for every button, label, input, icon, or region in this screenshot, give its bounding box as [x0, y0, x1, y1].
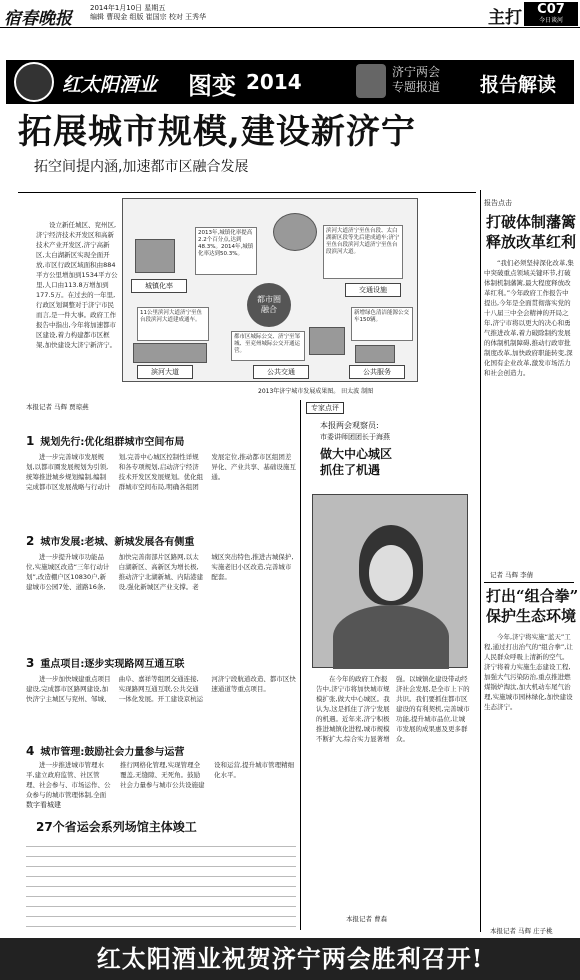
section-1-number: 1 [26, 434, 35, 448]
right-paragraph-2: 今年,济宁将实施“蓝天”工程,通过打出治气的“组合拳”,让人民群众呼吸上清新的空气。济宁将着力实施生态建设工程,加强大气污染防治,重点推进燃煤锅炉淘汰,加大机动车尾气治理,实施城市园林绿化,加快建设生态济宁。 [484, 633, 573, 711]
section-4-heading [26, 740, 296, 759]
dateline: 2014年1月10日 星期五 编辑 曹现金 组版 崔国宗 校对 王秀华 [90, 4, 207, 21]
section-3-title: 重点项目:逐步实现路网互通互联 [40, 659, 185, 670]
development-diagram [122, 198, 418, 382]
section-2-paragraph: 进一步提升城市功能品位,实施城区改造“三年行动计划”,改造棚户区10830户,新建城市公园7处、道路16条,加快完善南部片区路网,以太白湖新区、高新区为增长极,推动济宁北湖新城、内陆港建设,强化新城区产业支撑。老城区突出特色,推进古城保护,实施老旧小区改造,完善城市配套。 [26, 553, 294, 591]
topic-banner [6, 60, 574, 104]
intro-text [36, 220, 118, 382]
column-divider [300, 400, 301, 930]
newspaper-logo: 宿春晚报 [4, 9, 72, 29]
right-divider [484, 582, 574, 583]
note-transport: 滨河大道济宁至鱼台段、太白湖新区段等先后建成通车;济宁至鱼台段滨河大道济宁至鱼台段滨河大道。 [323, 225, 403, 279]
expert-intro-label: 本报两会观察员: [320, 421, 379, 430]
expert-text [316, 674, 470, 914]
right-column-divider [480, 190, 481, 932]
portrait-face [369, 545, 413, 601]
right-headline-2: 打出“组合拳” 保护生态环境 [486, 587, 579, 625]
emblem-icon [356, 64, 386, 98]
section-1-heading [26, 430, 296, 449]
expert-paragraph: 在今年的政府工作报告中,济宁市将加快城市规模扩张,做大中心城区。我认为,这是抓住了济宁发展的机遇。近年来,济宁积极推进城镇化进程,城市规模不断扩大,综合实力显著增强。以城镇化建设带动经济社会发展,是全市上下的共识。我们要抓住都市区建设的有利契机,完善城市功能,提升城市品位,让城市发展的成果惠及更多群众。 [316, 675, 470, 743]
page-subtitle: 今日谈河 [538, 17, 563, 24]
right-label: 报告点击 [484, 199, 512, 207]
node-transport: 交通设施 [345, 283, 401, 297]
interchange-icon [273, 213, 317, 251]
main-headline: 拓展城市规模,建设新济宁 [18, 112, 416, 152]
note-public-transit: 都市区城际公交、济宁至邹城、至兖州城际公交开通运营。 [231, 331, 305, 361]
portrait-body [333, 605, 449, 669]
expert-name: 市委讲师团团长于海燕 [320, 433, 390, 441]
diagram-center-label: 都市圈 融合 [257, 295, 281, 314]
section-2-text [26, 552, 296, 642]
footer-advertisement [0, 938, 580, 980]
note-public-service: 新增绿色清洁能源公交车150辆。 [351, 307, 413, 341]
right-paragraph-1: “我们必须坚持深化改革,集中突破重点领域关键环节,打破体制机制藩篱,最大程度释放改革红利。”今年政府工作报告中提出,今年是全面贯彻落实党的十八届三中全会精神的开局之年,济宁市将以更大的决心和勇气推进改革,着力破除制约发展的体制机制障碍,推动行政审批制度改革,加快政府职能转变,深化国有企业改革,激发市场活力和社会创造力。 [484, 259, 574, 377]
sub-article-title: 27个省运会系列场馆主体竣工 [36, 820, 197, 834]
expert-commentary [306, 402, 476, 922]
section-3-paragraph: 进一步加快城建重点项目建设,完成都市区路网建设,加快济宁主城区与兖州、邹城、曲阜、嘉祥等组团交通连接,实现路网互通互联,公共交通一体化发展。开工建设京杭运河济宁段航道改造、都市区快速通道等重点项目。 [26, 675, 296, 703]
banner-year: 2014 [246, 70, 302, 94]
diagram-caption: 2013年济宁城市发展成果图。 田太波 制图 [258, 388, 374, 395]
note-riverside: 11公里滨河大道济宁至鱼台段滨河大道建成通车。 [137, 307, 209, 341]
expert-headline: 做大中心城区 抓住了机遇 [320, 447, 393, 477]
river-road-icon [133, 343, 207, 363]
diagram-center [247, 283, 291, 327]
section-1-title: 规划先行:优化组群城市空间布局 [40, 437, 185, 448]
node-urbanization: 城镇化率 [131, 279, 187, 293]
section-4-number: 4 [26, 744, 35, 758]
building-icon [135, 239, 175, 273]
sub-article-label: 数字看城建 [26, 801, 61, 809]
section-1-paragraph: 进一步完善城市发展规划,以都市圈发展规划为引领,统筹推进城乡规划编制,编制完成都市区发展战略与行动计划,完善中心城区控制性详规和各专项规划,启动济宁经济技术开发区发展规划。优化组群城市空间布局,明确各组团发展定位,推动都市区组团差异化、产业共享、基础设施互通。 [26, 453, 296, 491]
page-number-box [524, 2, 578, 26]
main-subhead: 拓空间提内涵,加速都市区融合发展 [34, 159, 249, 175]
right-text-2 [484, 632, 574, 924]
note-urbanization: 2013年,城镇化率提高2.2个百分点,达到48.3%。2014年,城镇化率达到50.3%。 [195, 227, 257, 275]
section-title: 主打 [488, 8, 522, 28]
section-2-number: 2 [26, 534, 35, 548]
section-4-text [26, 760, 295, 800]
node-riverside: 滨河大道 [137, 365, 193, 379]
right-byline-1: 记者 马辉 李倩 [490, 571, 534, 579]
brand-seal-icon [14, 62, 54, 102]
section-2-title: 城市发展:老城、新城发展各有侧重 [40, 537, 195, 548]
expert-byline: 本报记者 曹森 [346, 915, 388, 923]
expert-label: 专家点评 [306, 402, 344, 414]
section-3-number: 3 [26, 656, 35, 670]
banner-tubian: 图变 [188, 71, 236, 100]
banner-topic: 济宁两会 专题报道 [392, 65, 441, 94]
node-public-transit: 公共交通 [253, 365, 309, 379]
section-4-title: 城市管理:鼓励社会力量参与运营 [40, 747, 185, 758]
footer-ad-text: 红太阳酒业祝贺济宁两会胜利召开! [96, 944, 484, 973]
intro-paragraph: 设立新任城区、兖州区,济宁经济技术开发区和高新技术产业开发区,济宁高新区,太白湖新区实现全面开放,市区行政区域面积由884平方公里增加到1534平方公里,人口由113.8万增加到177.5万。在过去的一年里,行政区划调整对于济宁市民而言,是一件大事。政府工作报告中指出,今年将加速都市区建设,着力构建都市区框架,加快建设大济宁新济宁。 [36, 221, 118, 349]
section-3-heading [26, 652, 296, 671]
page-number: C07 [537, 2, 565, 17]
node-public-service: 公共服务 [349, 365, 405, 379]
main-byline: 本报记者 马辉 贾琼燕 [26, 403, 89, 411]
banner-brand: 红太阳酒业 [62, 74, 158, 96]
bus-icon [309, 327, 345, 355]
divider [18, 192, 476, 193]
right-byline-2: 本报记者 马辉 庄子桃 [490, 927, 553, 935]
section-4-paragraph: 进一步推进城市管理水平,建立政府监管、社区管理、社会参与、市场运作、公众参与的城市管理体制,全面推行网格化管理,实现管理全覆盖,无缝隙、无死角。鼓励社会力量参与城市公共设施建设和运营,提升城市管理精细化水平。 [26, 761, 295, 799]
expert-photo [312, 494, 468, 668]
masthead [0, 0, 580, 28]
right-headline-1: 打破体制藩篱 释放改革红利 [486, 213, 577, 251]
section-1-text [26, 452, 296, 512]
section-3-text [26, 674, 296, 734]
banner-report: 报告解读 [480, 74, 557, 96]
sub-article-text-lines [26, 840, 296, 932]
stadium-icon [355, 345, 395, 363]
section-2-heading [26, 530, 296, 549]
right-text-1 [484, 258, 574, 568]
